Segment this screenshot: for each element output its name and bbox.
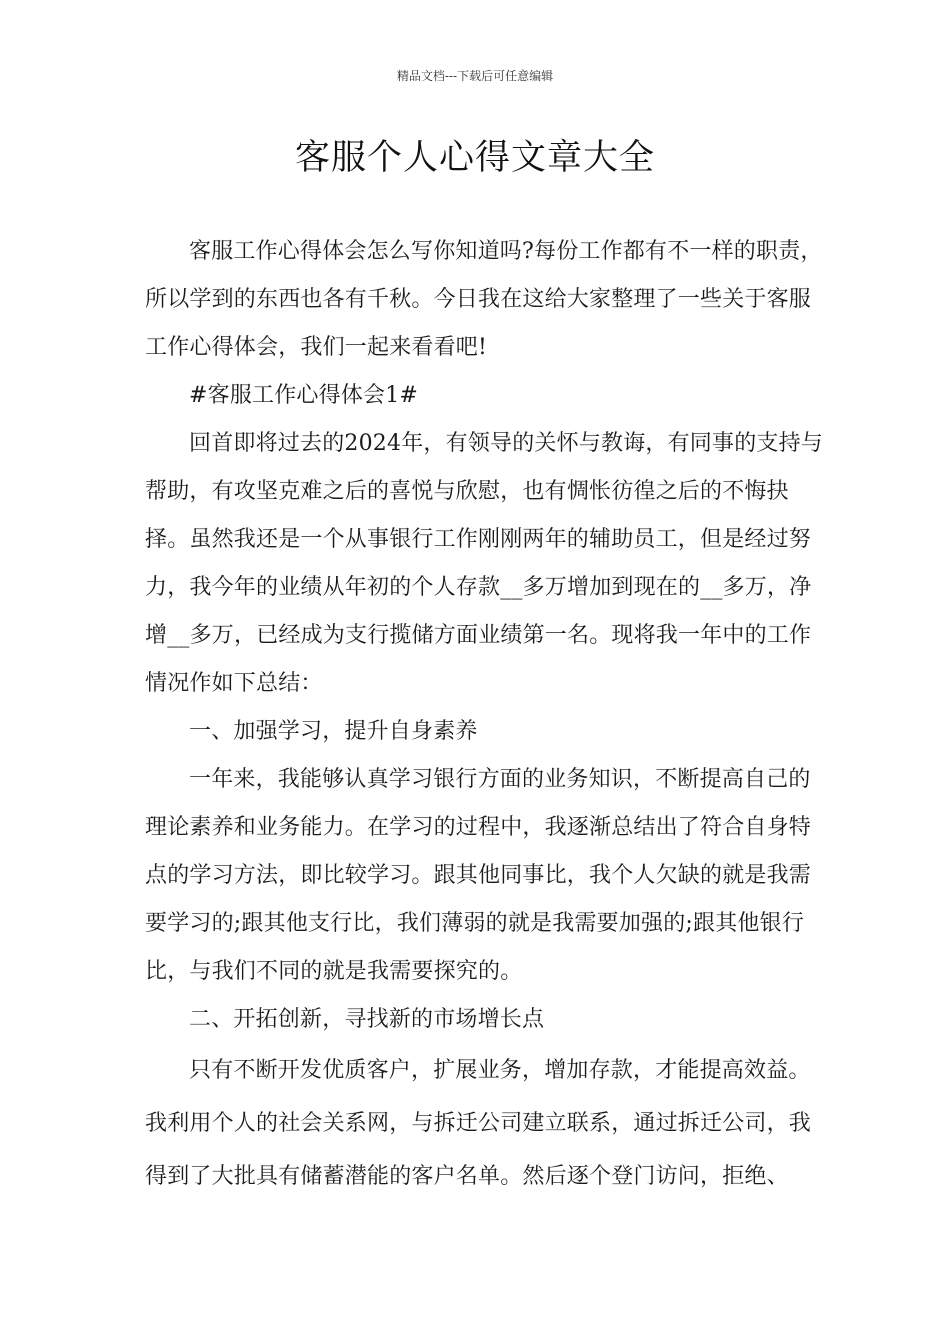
paragraph-intro: 客服工作心得体会怎么写你知道吗?每份工作都有不一样的职责，所以学到的东西也各有千秋。今日我在这给大家整理了一些关于客服工作心得体会，我们一起来看看吧!: [145, 239, 823, 360]
paragraph-study: 一年来，我能够认真学习银行方面的业务知识，不断提高自己的理论素养和业务能力。在学习的过程中，我逐渐总结出了符合自身特点的学习方法，即比较学习。跟其他同事比，我个人欠缺的就是我需要学习的;跟其他支行比，我们薄弱的就是我需要加强的;跟其他银行比，与我们不同的就是我需要探究的。: [145, 767, 812, 984]
subheading-innovation: 二、开拓创新，寻找新的市场增长点: [189, 1007, 545, 1032]
subheading-study: 一、加强学习，提升自身素养: [189, 719, 478, 744]
section-heading-1: #客服工作心得体会1#: [189, 383, 419, 408]
paragraph-innovation: 只有不断开发优质客户，扩展业务，增加存款，才能提高效益。我利用个人的社会关系网，与拆迁公司建立联系，通过拆迁公司，我得到了大批具有储蓄潜能的客户名单。然后逐个登门访问，拒绝、: [145, 1058, 812, 1189]
document-body: [145, 228, 825, 1203]
page-header-note: 精品文档---下载后可任意编辑: [396, 69, 554, 83]
document-title: 客服个人心得文章大全: [294, 138, 655, 178]
paragraph-review: 回首即将过去的2024年，有领导的关怀与教诲，有同事的支持与帮助，有攻坚克难之后的喜悦与欣慰，也有惆怅彷徨之后的不悔抉择。虽然我还是一个从事银行工作刚刚两年的辅助员工，但是经过努力，我今年的业绩从年初的个人存款__多万增加到现在的__多万，净增__多万，已经成为支行揽储方面业绩第一名。现将我一年中的工作情况作如下总结：: [145, 431, 823, 696]
